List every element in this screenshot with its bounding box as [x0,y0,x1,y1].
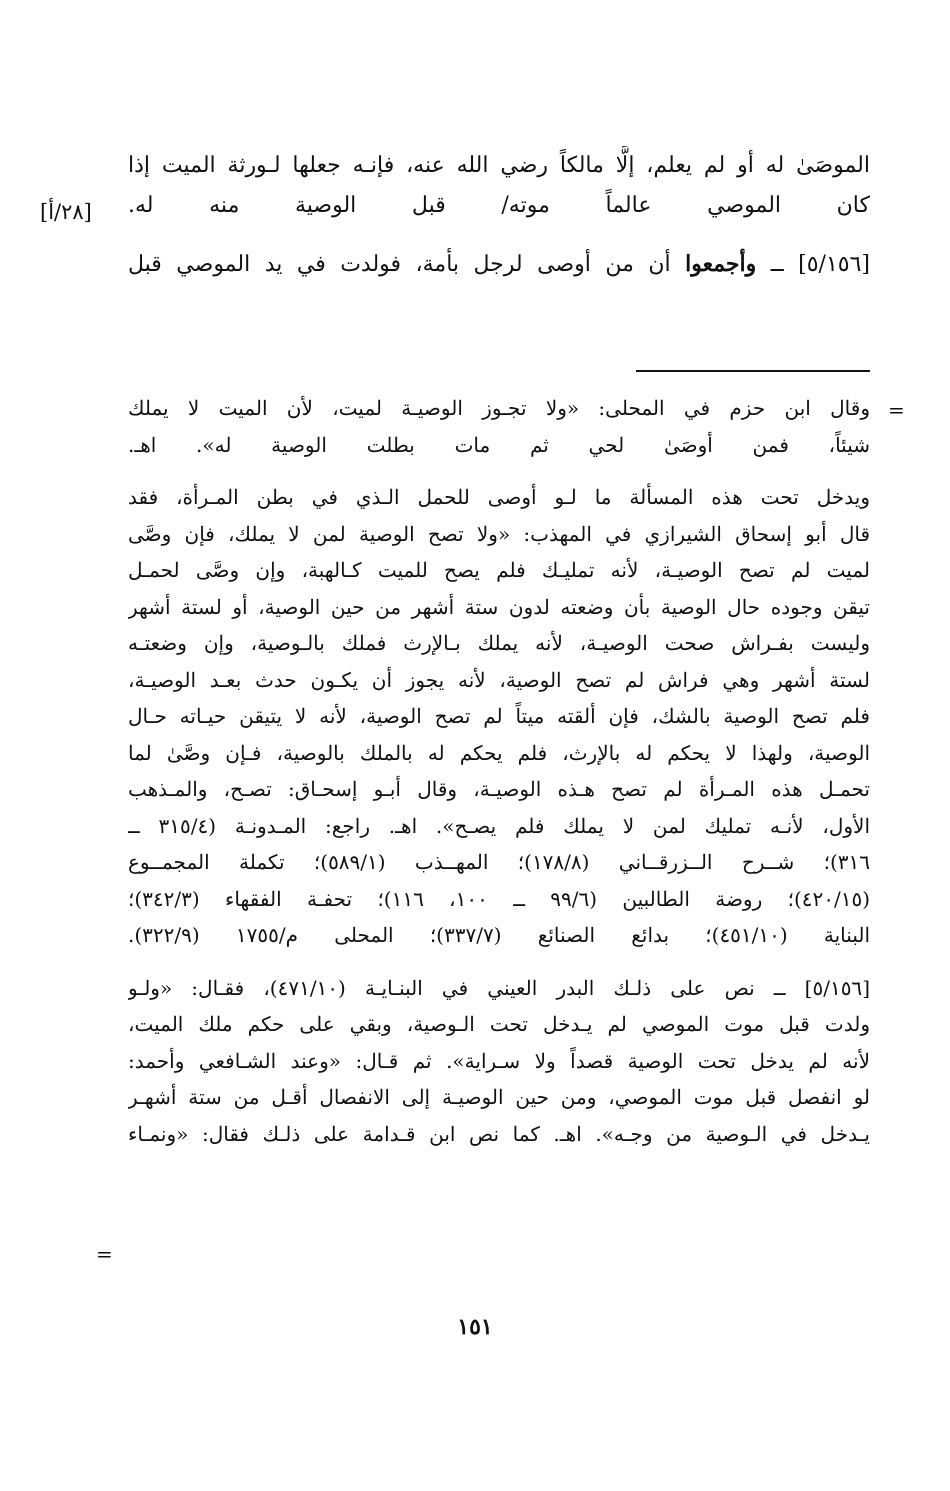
footnote-line: [٥/١٥٦] ــ نص على ذلـك البدر العيني في البنـايـة (٤٧١/١٠)، فقـال: «ولـو [128,975,870,1000]
paragraph-reference: [٥/١٥٦] ــ [770,252,870,277]
paragraph-lead-word: وأجمعوا [685,251,757,277]
continuation-mark-bottom: = [96,1242,113,1266]
page-number: ١٥١ [457,1314,493,1340]
footnote-line: (٤٢٠/١٥)؛ روضة الطالبين (٩٩/٦ ــ ١٠٠، ١١٦)؛ تحفـة الفقهاء (٣٤٢/٣)؛ [128,886,870,911]
footnote-line: فلم تصح الوصية بالشك، فإن ألقته ميتاً لم تصح الوصية، لأنه لا يتيقن حيـاته حـال [128,704,870,728]
footnote-line: تحمـل هذه المـرأة لم تصح هـذه الوصيـة، وقال أبـو إسحـاق: تصـح، والمـذهب [128,777,870,801]
footnote-line: الأول، لأنـه تمليك لمن لا يملك فلم يصـح». اهـ. راجع: المـدونـة (٣١٥/٤ ــ [128,813,870,838]
main-paragraph-156 [128,244,870,284]
footnote-separator [636,370,870,372]
footnote-line: ٣١٦)؛ شــرح الــزرقــاني (١٧٨/٨)؛ المهــذب (٥٨٩/١)؛ تكملة المجمــوع [128,850,870,874]
footnote-line: يـدخل في الـوصية من وجـه». اهـ. كما نص ابن قـدامة على ذلـك فقال: «ونمـاء [128,1121,870,1146]
footnote-line: البناية (٤٥١/١٠)؛ بدائع الصنائع (٣٣٧/٧)؛ المحلى م/١٧٥٥ (٣٢٢/٩). [128,923,870,947]
footnote-line: قال أبو إسحاق الشيرازي في المهذب: «ولا تصح الوصية لمن لا يملك، فإن وصَّى [128,521,870,546]
footnote-line: لميت لم تصح الوصيـة، لأنه تمليـك فلم يصح للميت كـالهبة، وإن وصَّى لحمـل [128,558,870,582]
main-text-line: كان الموصي عالماً موته/ قبل الوصية منه له. [128,193,870,218]
footnotes [128,390,870,1152]
footnote-line: لستة أشهر وهي فراش لم تصح الوصية، لأنه يجوز أن يكـون حدث بعـد الوصيـة، [128,667,870,692]
main-text-line: الموصَىٰ له أو لم يعلم، إلَّا مالكاً رضي الله عنه، فإنـه جعلها لـورثة الميت إذا [128,153,870,178]
footnote-line: الوصية، ولهذا لا يحكم له بالإرث، فلم يحكم له بالملك بالوصية، فـإن وصَّىٰ لما [128,740,870,765]
footnote-line: لو انفصل قبل موت الموصي، ومن حين الوصيـة إلى الانفصال أقـل من ستة أشهـر [128,1085,870,1109]
main-text [128,146,870,284]
footnote-line: تيقن وجوده حال الوصية بأن وضعته لدون ستة أشهر من حين الوصية، أو لستة أشهر [128,594,870,619]
footnote-line: وقال ابن حزم في المحلى: «ولا تجـوز الوصيـة لميت، لأن الميت لا يملك [128,396,870,420]
paragraph-text: أن من أوصى لرجل بأمة، فولدت في يد الموصي قبل [128,252,671,277]
footnote-line: وليست بفـراش صحت الوصيـة، لأنه يملك بـالإرث فملك بالـوصية، وإن وضعتـه [128,631,870,655]
footnote-line: لأنه لم يدخل تحت الوصية قصداً ولا سـراية». ثم قـال: «وعند الشـافعي وأحمد: [128,1048,870,1073]
footnote-line: ويدخل تحت هذه المسألة ما لـو أوصى للحمل الـذي في بطن المـرأة، فقد [128,485,870,509]
footnote-line: شيئاً، فمن أوصَىٰ لحي ثم مات بطلت الوصية له». اهـ. [128,432,870,457]
manuscript-folio-reference: [٢٨/أ] [40,200,92,224]
footnote-line: ولدت قبل موت الموصي لم يـدخل تحت الـوصية، وبقي على حكم ملك الميت، [128,1012,870,1036]
continuation-mark-top: = [888,398,905,422]
